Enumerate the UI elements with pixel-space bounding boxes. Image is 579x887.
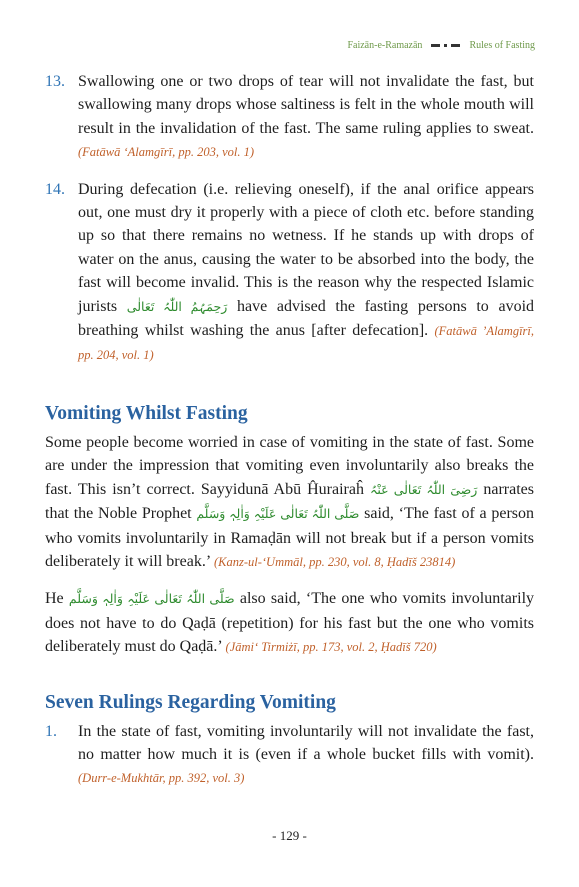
citation: (Fatāwā ‘Alamgīrī, pp. 203, vol. 1): [78, 145, 255, 160]
list-item-1: [45, 720, 534, 791]
paragraph-qada: He صَلَّی اللّٰہُ تَعَالٰی عَلَیْہِ وَاٰلِہٖ وَسَلَّم also said, ‘The one who vomits involuntarily does not have to do Qaḍā (repetition) for his fast but the one who vomits deliberately must do Qaḍā.’ (Jāmi‘ Tirmiżī, pp. 173, vol. 2, Ḥadīš 720): [45, 590, 535, 656]
header-separator: [431, 44, 460, 47]
citation: (Jāmi‘ Tirmiżī, pp. 173, vol. 2, Ḥadīš 720): [225, 640, 437, 655]
honorific-jurists: رَحِمَہُمُ اللّٰہُ تَعَالٰی: [126, 299, 228, 314]
list-number: 1.: [45, 722, 57, 740]
list-item-text: Swallowing one or two drops of tear will not invalidate the fast, but swallowing many drops whose saltiness is felt in the whole mouth will result in the invalidation of the fast. The same ruling applies to sweat. (Fatāwā ‘Alamgīrī, pp. 203, vol. 1): [78, 73, 534, 160]
honorific-salawat: صَلَّی اللّٰہُ تَعَالٰی عَلَیْہِ وَاٰلِہٖ وَسَلَّم: [68, 592, 235, 607]
list-number: 13.: [45, 73, 65, 90]
citation: (Durr-e-Mukhtār, pp. 392, vol. 3): [78, 771, 245, 786]
chapter-title: Rules of Fasting: [469, 40, 535, 51]
paragraph-abu-hurairah: Some people become worried in case of vomiting in the state of fast. Some are under the impression that vomiting even involuntarily also breaks the fast. This isn’t correct. Sayyidunā Abū Ĥurairaĥ رَضِیَ اللّٰہُ تَعَالٰی عَنْہُ narrates that the Noble Prophet صَلَّی اللّٰہُ تَعَالٰی عَلَیْہِ وَاٰلِہٖ وَسَلَّم said, ‘The fast of a person who vomits involuntarily in Ramaḍān will not break but if a person vomits deliberately it will break.’ (Kanz-ul-‘Ummāl, pp. 230, vol. 8, Ḥadīš 23814): [45, 433, 534, 570]
list-item-text: During defecation (i.e. relieving oneself), if the anal orifice appears out, one must dry it properly with a piece of cloth etc. before standing up so that there remains no wetness. If he stands up with drops of water on the anus, causing the water to be absorbed into the body, the fast will become invalid. This is the reason why the respected Islamic jurists رَحِمَہُمُ اللّٰہُ تَعَالٰی have advised the fasting persons to avoid breathing whilst washing the anus [after defecation]. (Fatāwā ’Alamgīrī, pp. 204, vol. 1): [78, 180, 535, 363]
page-number: - 129 -: [272, 828, 307, 843]
list-item-text: In the state of fast, vomiting involuntarily will not invalidate the fast, no matter how much it is (even if a whole bucket fills with vomit). (Durr-e-Mukhtār, pp. 392, vol. 3): [78, 722, 534, 786]
list-item-14: [45, 178, 534, 368]
list-number: 14.: [45, 180, 65, 198]
honorific-salawat: صَلَّی اللّٰہُ تَعَالٰی عَلَیْہِ وَاٰلِہٖ وَسَلَّم: [196, 507, 360, 522]
book-title: Faizān-e-Ramazān: [347, 40, 423, 51]
list-item-13: [45, 70, 534, 165]
page-body: [45, 70, 534, 791]
section-heading-seven-rulings: Seven Rulings Regarding Vomiting: [45, 691, 336, 713]
running-header: [347, 40, 535, 51]
section-heading-vomiting: Vomiting Whilst Fasting: [45, 402, 248, 424]
citation: (Kanz-ul-‘Ummāl, pp. 230, vol. 8, Ḥadīš 23814): [213, 554, 456, 569]
citation: (Fatāwā ’Alamgīrī, pp. 204, vol. 1): [78, 324, 535, 363]
honorific-radiallahu: رَضِیَ اللّٰہُ تَعَالٰی عَنْہُ: [370, 482, 478, 497]
